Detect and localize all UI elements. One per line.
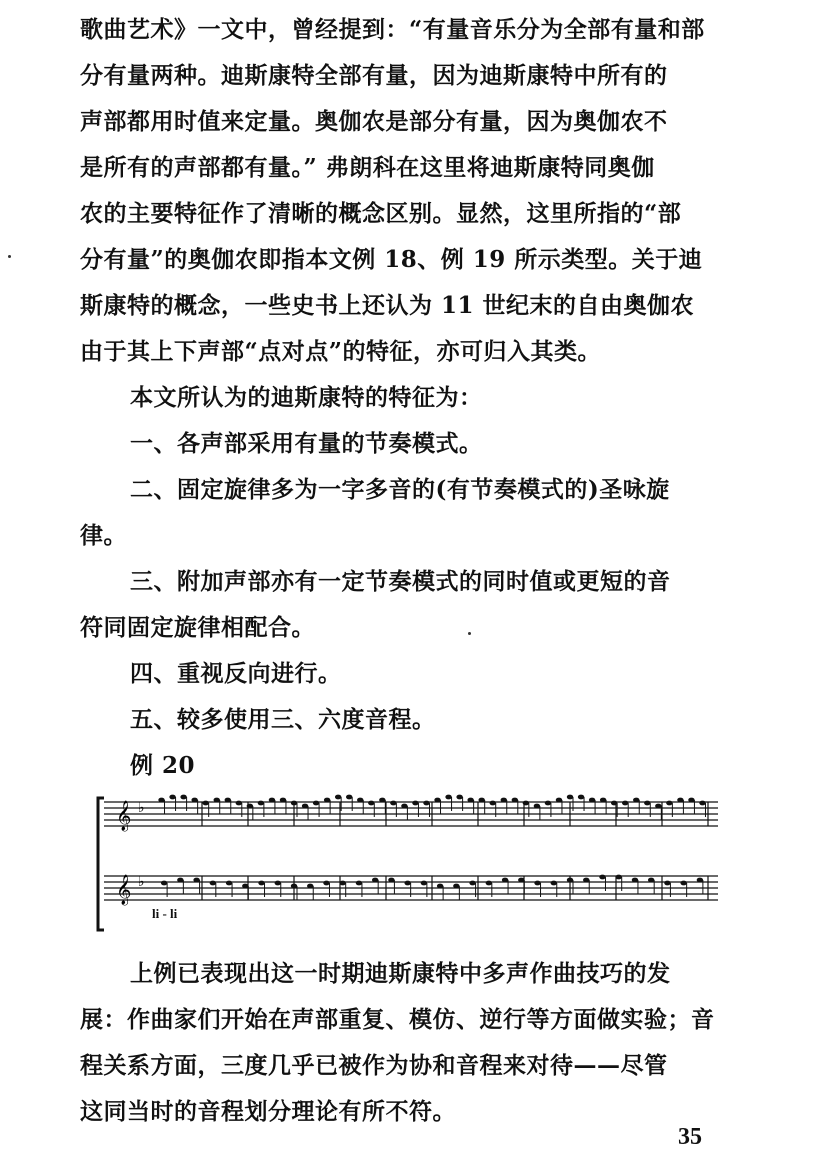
system-bracket [98, 798, 104, 930]
note-head [191, 798, 197, 803]
feature-item-2-continued: 律。 [80, 522, 127, 549]
note-head [534, 881, 540, 886]
upper-clef-icon: 𝄞 [116, 801, 132, 831]
text-line: 分有量”的奥伽农即指本文例 18、例 19 所示类型。关于迪 [80, 246, 703, 273]
page-number: 35 [678, 1124, 702, 1150]
music-score [90, 790, 730, 940]
note-head [335, 795, 341, 800]
note-head [583, 878, 589, 883]
note-head [589, 798, 595, 803]
note-head [180, 795, 186, 800]
note-head [697, 878, 703, 883]
upper-staff [104, 795, 718, 826]
score-lyric: li - li [152, 906, 178, 921]
note-head [423, 801, 429, 806]
text-line: 农的主要特征作了清晰的概念区别。显然，这里所指的“部 [80, 200, 682, 227]
note-head [512, 798, 518, 803]
note-head [453, 884, 459, 889]
text-line: 由于其上下声部“点对点”的特征，亦可归入其类。 [80, 338, 601, 365]
note-head [177, 878, 183, 883]
note-head [226, 881, 232, 886]
text-line: 斯康特的概念，一些史书上还认为 11 世纪末的自由奥伽农 [80, 292, 695, 319]
scan-speck [8, 255, 11, 258]
text-line: 展：作曲家们开始在声部重复、模仿、逆行等方面做实验；音 [80, 1006, 715, 1033]
note-head [434, 798, 440, 803]
note-head [633, 798, 639, 803]
note-head [644, 801, 650, 806]
note-head [501, 798, 507, 803]
note-head [275, 881, 281, 886]
lower-clef-icon: 𝄞 [116, 875, 132, 905]
note-head [258, 881, 264, 886]
note-head [193, 878, 199, 883]
feature-item-3: 三、附加声部亦有一定节奏模式的同时值或更短的音 [130, 568, 671, 595]
note-head [302, 804, 308, 809]
note-head [236, 801, 242, 806]
text-line: 声部都用时值来定量。奥伽农是部分有量，因为奥伽农不 [80, 108, 668, 135]
note-head [379, 798, 385, 803]
note-head [357, 798, 363, 803]
feature-item-4: 四、重视反向进行。 [130, 660, 342, 687]
note-head [534, 804, 540, 809]
example-label: 例 20 [130, 752, 196, 779]
note-head [324, 798, 330, 803]
note-head [202, 801, 208, 806]
note-head [680, 881, 686, 886]
note-head [210, 881, 216, 886]
feature-item-5: 五、较多使用三、六度音程。 [130, 706, 436, 733]
note-head [214, 798, 220, 803]
note-head [556, 798, 562, 803]
note-head [622, 801, 628, 806]
note-head [599, 875, 605, 880]
note-head [258, 801, 264, 806]
feature-item-3-continued: 符同固定旋律相配合。 [80, 614, 315, 641]
note-head [600, 798, 606, 803]
feature-item-1: 一、各声部采用有量的节奏模式。 [130, 430, 483, 457]
note-head [401, 804, 407, 809]
features-intro: 本文所认为的迪斯康特的特征为： [130, 384, 483, 411]
note-head [388, 878, 394, 883]
note-head [307, 884, 313, 889]
note-head [688, 798, 694, 803]
note-head [467, 798, 473, 803]
note-head [490, 801, 496, 806]
note-head [390, 801, 396, 806]
text-line: 上例已表现出这一时期迪斯康特中多声作曲技巧的发 [130, 960, 671, 987]
note-head [478, 798, 484, 803]
note-head [368, 801, 374, 806]
note-head [269, 798, 275, 803]
note-head [161, 881, 167, 886]
scan-speck [468, 632, 471, 635]
note-head [502, 878, 508, 883]
note-head [437, 884, 443, 889]
note-head [699, 801, 705, 806]
note-head [445, 795, 451, 800]
note-head [421, 881, 427, 886]
note-head [677, 798, 683, 803]
feature-item-2: 二、固定旋律多为一字多音的(有节奏模式的)圣咏旋 [130, 476, 670, 503]
note-head [648, 878, 654, 883]
note-head [486, 881, 492, 886]
text-line: 程关系方面，三度几乎已被作为协和音程来对待——尽管 [80, 1052, 668, 1079]
note-head [323, 881, 329, 886]
note-head [456, 795, 462, 800]
note-head [313, 801, 319, 806]
text-line: 歌曲艺术》一文中，曾经提到：“有量音乐分为全部有量和部 [80, 16, 705, 43]
text-line: 是所有的声部都有量。” 弗朗科在这里将迪斯康特同奥伽 [80, 154, 655, 181]
lower-flat-icon: ♭ [138, 874, 145, 890]
note-head [280, 798, 286, 803]
lower-staff [104, 875, 718, 900]
note-head [578, 795, 584, 800]
note-head [372, 878, 378, 883]
note-head [225, 798, 231, 803]
note-head [469, 881, 475, 886]
note-head [545, 801, 551, 806]
text-line: 分有量两种。迪斯康特全部有量，因为迪斯康特中所有的 [80, 62, 668, 89]
text-line: 这同当时的音程划分理论有所不符。 [80, 1098, 456, 1125]
note-head [655, 804, 661, 809]
note-head [567, 795, 573, 800]
note-head [632, 878, 638, 883]
upper-flat-icon: ♭ [138, 800, 145, 816]
note-head [158, 798, 164, 803]
note-head [412, 801, 418, 806]
note-head [666, 801, 672, 806]
note-head [346, 795, 352, 800]
note-head [169, 795, 175, 800]
note-head [356, 881, 362, 886]
note-head [551, 881, 557, 886]
note-head [664, 881, 670, 886]
note-head [404, 881, 410, 886]
